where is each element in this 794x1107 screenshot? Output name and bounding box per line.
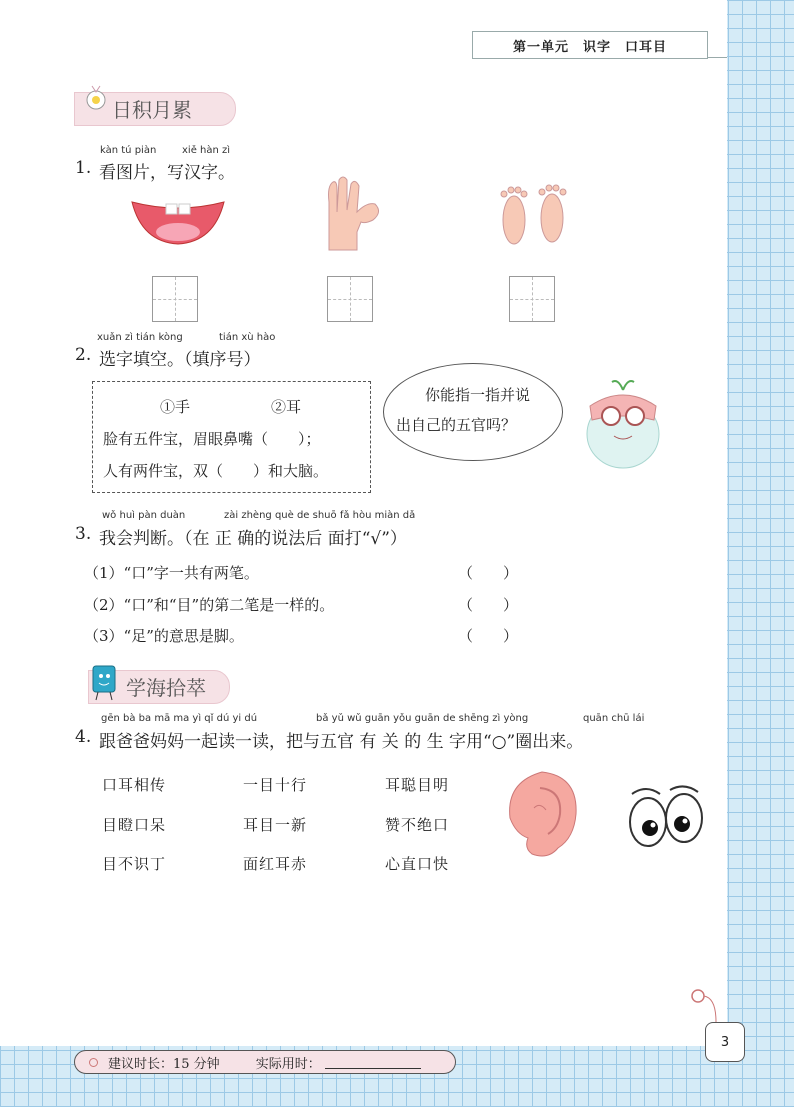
page-number: 3 <box>705 1022 745 1062</box>
q4-pinyin-2: bǎ yǔ wǔ guān yǒu guān de shēng zì yòng <box>316 713 529 724</box>
q4-pinyin-3: quān chū lái <box>583 713 645 724</box>
eyes-icon <box>626 782 706 852</box>
idiom-item[interactable]: 口耳相传 <box>102 776 167 794</box>
section-banner-2 <box>88 670 228 702</box>
q2-number: 2. <box>75 345 92 365</box>
book-character-icon <box>90 662 120 702</box>
option-1: ①手 <box>160 398 191 416</box>
judge-answer-2[interactable]: （ ） <box>458 596 519 614</box>
fill-line-1[interactable]: 脸有五件宝，眉眼鼻嘴（ ）； <box>103 430 321 448</box>
actual-time-field[interactable] <box>325 1056 421 1069</box>
flower-decoration-icon <box>78 80 114 116</box>
fill-line-2[interactable]: 人有两件宝，双（ ）和大脑。 <box>103 462 329 480</box>
bubble-line-2: 出自己的五官吗？ <box>396 416 517 434</box>
actual-time-label: 实际用时： <box>255 1056 321 1072</box>
option-2: ②耳 <box>271 398 302 416</box>
q1-prompt: 看图片，写汉字。 <box>99 163 235 183</box>
page-corner-decoration <box>686 984 726 1024</box>
judge-item-1: （1）“口”字一共有两笔。 <box>84 564 259 582</box>
feet-icon <box>494 180 574 250</box>
speech-bubble <box>383 363 563 461</box>
idiom-item[interactable]: 目不识丁 <box>102 855 167 873</box>
judge-answer-3[interactable]: （ ） <box>458 627 519 645</box>
writing-box-1[interactable] <box>152 276 198 322</box>
monster-mascot-icon <box>578 376 668 476</box>
judge-item-3: （3）“足”的意思是脚。 <box>84 627 244 645</box>
footer-dot-icon <box>89 1058 98 1067</box>
idiom-item[interactable]: 耳目一新 <box>243 816 308 834</box>
unit-header: 第一单元 识字 口耳目 <box>472 31 708 59</box>
section-title-1: 日积月累 <box>112 97 192 122</box>
q3-prompt: 我会判断。（在 正 确的说法后 面打“√”） <box>99 529 407 549</box>
q3-pinyin-1: wǒ huì pàn duàn <box>102 510 186 521</box>
time-footer <box>74 1050 456 1074</box>
q1-pinyin-2: xiě hàn zì <box>182 145 231 156</box>
mouth-icon <box>130 198 226 246</box>
section-title-2: 学海拾萃 <box>126 675 206 700</box>
section-banner-1 <box>74 92 234 124</box>
idiom-item[interactable]: 面红耳赤 <box>243 855 308 873</box>
writing-box-3[interactable] <box>509 276 555 322</box>
judge-item-2: （2）“口”和“目”的第二笔是一样的。 <box>84 596 335 614</box>
suggested-time: 建议时长：15 分钟 <box>108 1056 220 1072</box>
q2-prompt: 选字填空。（填序号） <box>99 350 261 370</box>
q1-pinyin-1: kàn tú piàn <box>100 145 157 156</box>
header-rule <box>708 57 727 58</box>
idiom-item[interactable]: 赞不绝口 <box>385 816 450 834</box>
q2-pinyin-2: tián xù hào <box>219 332 276 343</box>
idiom-item[interactable]: 目瞪口呆 <box>102 816 167 834</box>
q4-number: 4. <box>75 727 92 747</box>
q1-number: 1. <box>75 158 92 178</box>
q3-pinyin-2: zài zhèng què de shuō fǎ hòu miàn dǎ <box>224 510 416 521</box>
idiom-item[interactable]: 一目十行 <box>243 776 308 794</box>
q2-pinyin-1: xuǎn zì tián kòng <box>97 332 183 343</box>
bubble-line-1: 你能指一指并说 <box>425 386 531 404</box>
q4-pinyin-1: gēn bà ba mā ma yì qǐ dú yi dú <box>101 713 258 724</box>
judge-answer-1[interactable]: （ ） <box>458 564 519 582</box>
q4-prompt: 跟爸爸妈妈一起读一读，把与五官 有 关 的 生 字用“○”圈出来。 <box>99 732 584 752</box>
ear-icon <box>502 768 582 864</box>
q3-number: 3. <box>75 524 92 544</box>
hand-icon <box>323 172 385 252</box>
writing-box-2[interactable] <box>327 276 373 322</box>
idiom-item[interactable]: 心直口快 <box>385 855 450 873</box>
idiom-item[interactable]: 耳聪目明 <box>385 776 450 794</box>
